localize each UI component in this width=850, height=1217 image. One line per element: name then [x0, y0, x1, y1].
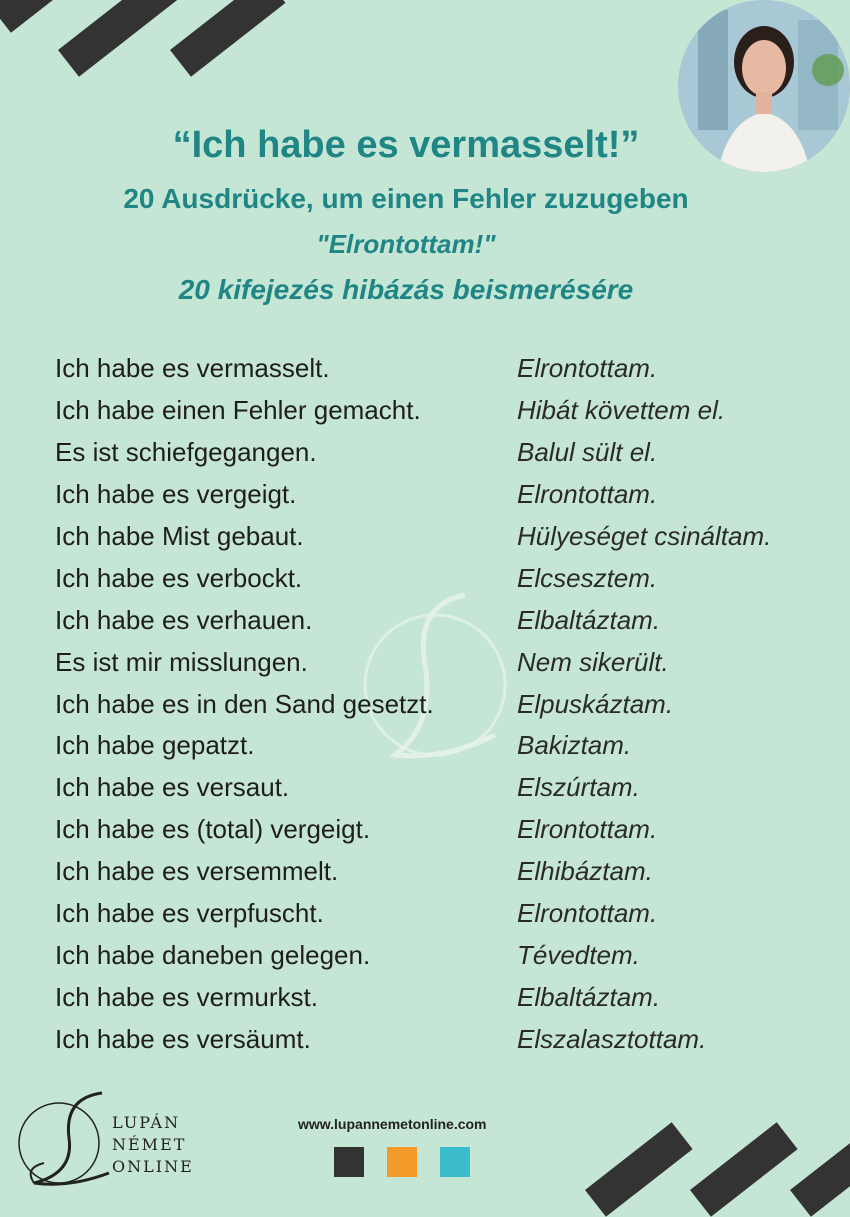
german-phrase: Ich habe Mist gebaut. — [55, 521, 304, 551]
hungarian-translation: Elbaltáztam. — [517, 981, 661, 1012]
hungarian-translation: Elbaltáztam. — [517, 604, 661, 635]
list-item — [55, 516, 850, 558]
german-phrase: Ich habe daneben gelegen. — [55, 939, 371, 970]
german-phrase: Ich habe es verhauen. — [55, 604, 313, 635]
list-item — [55, 1018, 850, 1060]
color-swatch-orange — [387, 1147, 417, 1177]
hungarian-translation: Elrontottam. — [517, 479, 658, 510]
list-item — [55, 683, 850, 725]
list-item — [55, 893, 850, 935]
german-phrase: Ich habe einen Fehler gemacht. — [55, 395, 421, 426]
german-phrase: Ich habe es verbockt. — [55, 562, 303, 593]
hungarian-translation: Nem sikerült. — [517, 646, 669, 677]
hungarian-translation: Hülyeséget csináltam. — [517, 521, 772, 551]
brand-logo-text — [112, 1112, 194, 1178]
website-link[interactable]: www.lupannemetonline.com — [298, 1116, 487, 1132]
decor-stripe-top-1 — [0, 0, 74, 33]
list-item — [55, 767, 850, 809]
german-phrase: Ich habe es versaut. — [55, 772, 290, 803]
list-item — [55, 641, 850, 683]
german-phrase: Es ist mir misslungen. — [55, 646, 308, 677]
decor-stripe-bottom-3 — [790, 1141, 850, 1217]
list-item — [55, 557, 850, 599]
list-item — [55, 725, 850, 767]
list-item — [55, 599, 850, 641]
german-phrase: Ich habe es vermasselt. — [55, 353, 330, 384]
hungarian-subtitle: 20 kifejezés hibázás beismerésére — [178, 274, 634, 305]
phrase-list — [55, 348, 850, 1060]
hungarian-translation: Elrontottam. — [517, 814, 658, 845]
hungarian-translation: Balul sült el. — [517, 437, 658, 468]
german-phrase: Ich habe es in den Sand gesetzt. — [55, 688, 434, 719]
hungarian-translation: Tévedtem. — [517, 939, 640, 970]
german-phrase: Ich habe es verpfuscht. — [55, 898, 324, 929]
list-item — [55, 474, 850, 516]
german-phrase: Ich habe es versemmelt. — [55, 856, 339, 887]
hungarian-translation: Hibát követtem el. — [517, 395, 726, 426]
list-item — [55, 934, 850, 976]
list-item — [55, 432, 850, 474]
list-item — [55, 976, 850, 1018]
hungarian-translation: Elcsesztem. — [517, 562, 658, 593]
hungarian-title: "Elrontottam!" — [316, 229, 496, 259]
brand-name-line-1: LUPÁN — [112, 1113, 181, 1132]
german-phrase: Ich habe gepatzt. — [55, 730, 255, 761]
hungarian-translation: Elszúrtam. — [517, 772, 640, 803]
german-phrase: Ich habe es vermurkst. — [55, 981, 318, 1012]
color-swatch-dark — [334, 1147, 364, 1177]
german-phrase: Es ist schiefgegangen. — [55, 437, 317, 468]
hungarian-translation: Elhibáztam. — [517, 856, 653, 887]
hungarian-translation: Bakiztam. — [517, 730, 632, 761]
brand-name-line-2: NÉMET — [112, 1135, 187, 1154]
decor-stripe-top-2 — [58, 0, 181, 77]
page-subtitle: 20 Ausdrücke, um einen Fehler zuzugeben — [123, 183, 689, 214]
brand-name-line-3: ONLINE — [112, 1157, 194, 1176]
list-item — [55, 809, 850, 851]
hungarian-translation: Elpuskáztam. — [517, 688, 674, 719]
decor-stripe-top-3 — [170, 0, 285, 77]
hungarian-translation: Elrontottam. — [517, 898, 658, 929]
hungarian-translation: Elszalasztottam. — [517, 1023, 707, 1054]
color-swatch-cyan — [440, 1147, 470, 1177]
page-title: “Ich habe es vermasselt!” — [172, 124, 640, 166]
list-item — [55, 851, 850, 893]
list-item — [55, 348, 850, 390]
german-phrase: Ich habe es (total) vergeigt. — [55, 814, 371, 845]
hungarian-translation: Elrontottam. — [517, 353, 658, 384]
list-item — [55, 390, 850, 432]
german-phrase: Ich habe es vergeigt. — [55, 479, 297, 510]
german-phrase: Ich habe es versäumt. — [55, 1023, 311, 1054]
